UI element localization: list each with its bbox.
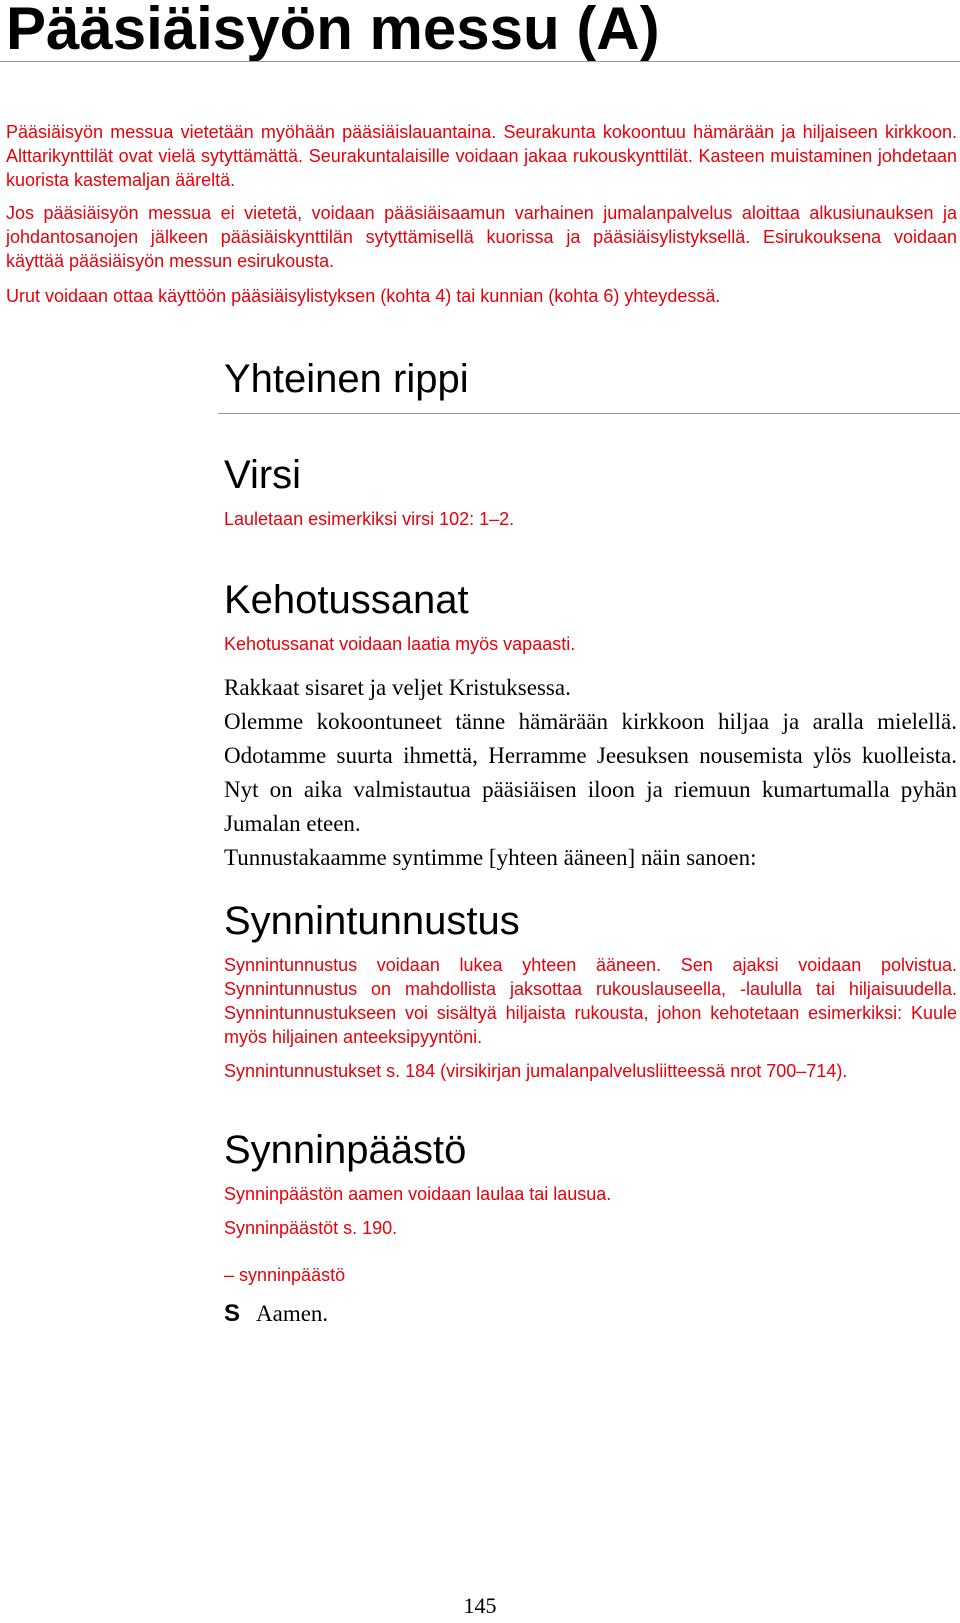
section-divider xyxy=(218,413,960,414)
virsi-note: Lauletaan esimerkiksi virsi 102: 1–2. xyxy=(224,509,515,529)
intro-paragraph-1: Pääsiäisyön messua vietetään myöhään pääsiäislauantaina. Seurakunta kokoontuu hämärään ja hiljaiseen kirkkoon. Alttarikynttilät ovat vielä sytyttämättä. Seurakuntalaisille voidaan jakaa rukouskynttilät. Kasteen muistaminen johdetaan kuorista kastemaljan ääreltä. xyxy=(6,122,957,190)
kehotussanat-last-line: Tunnustakaamme syntimme [yhteen ääneen] näin sanoen: xyxy=(224,845,757,870)
response-text: Aamen. xyxy=(256,1301,329,1326)
page-number: 145 xyxy=(463,1593,497,1618)
page-title: Pääsiäisyön messu (A) xyxy=(6,0,660,62)
heading-synninpaasto: Synninpäästö xyxy=(224,1128,467,1172)
synnintunnustus-note-2: Synnintunnustukset s. 184 (virsikirjan jumalanpalvelusliitteessä nrot 700–714). xyxy=(224,1061,848,1081)
kehotussanat-paragraph: Olemme kokoontuneet tänne hämärään kirkkoon hiljaa ja aralla mielellä. Odotamme suurta ihmettä, Herramme Jeesuksen nousemista ylös kuolleista. Nyt on aika valmistautua pääsiäisen iloon ja riemuun kumartumalla pyhän Jumalan eteen. xyxy=(224,709,957,836)
speaker-label: S xyxy=(224,1300,241,1327)
heading-kehotussanat: Kehotussanat xyxy=(224,578,469,622)
kehotussanat-text xyxy=(224,671,957,875)
synnintunnustus-section xyxy=(224,898,957,1083)
kehotussanat-section xyxy=(224,577,957,656)
synninpaasto-section xyxy=(224,1127,957,1287)
section-heading-yhteinen-rippi: Yhteinen rippi xyxy=(224,357,469,401)
heading-synnintunnustus: Synnintunnustus xyxy=(224,899,520,943)
synninpaasto-note-1: Synninpäästön aamen voidaan laulaa tai lausua. xyxy=(224,1184,612,1204)
intro-notes xyxy=(6,120,957,192)
intro-paragraph-2: Jos pääsiäisyön messua ei vietetä, voidaan pääsiäisaamun varhainen jumalanpalvelus aloittaa alkusiunauksen ja johdantosanojen jälkeen pääsiäiskynttilän sytyttämisellä kuorissa ja pääsiäisylistyksellä. Esirukouksena voidaan käyttää pääsiäisyön messun esirukousta. xyxy=(6,203,957,271)
kehotussanat-note: Kehotussanat voidaan laatia myös vapaasti. xyxy=(224,634,576,654)
synninpaasto-note-2: Synninpäästöt s. 190. xyxy=(224,1218,398,1238)
response-line xyxy=(224,1300,957,1328)
kehotussanat-line-1: Rakkaat sisaret ja veljet Kristuksessa. xyxy=(224,675,571,700)
title-divider xyxy=(0,61,960,62)
synninpaasto-rubric: – synninpäästö xyxy=(224,1265,346,1285)
intro-paragraph-3: Urut voidaan ottaa käyttöön pääsiäisylistyksen (kohta 4) tai kunnian (kohta 6) yhteydessä. xyxy=(6,286,721,306)
virsi-section xyxy=(224,452,957,531)
heading-virsi: Virsi xyxy=(224,453,302,497)
synnintunnustus-note-1: Synnintunnustus voidaan lukea yhteen ääneen. Sen ajaksi voidaan polvistua. Synnintunnustus on mahdollista jaksottaa rukouslauseella, -laululla tai hiljaisuudella. Synnintunnustukseen voi sisältyä hiljaista rukousta, johon kehotetaan esimerkiksi: Kuule myös hiljainen anteeksipyyntöni. xyxy=(224,955,957,1047)
